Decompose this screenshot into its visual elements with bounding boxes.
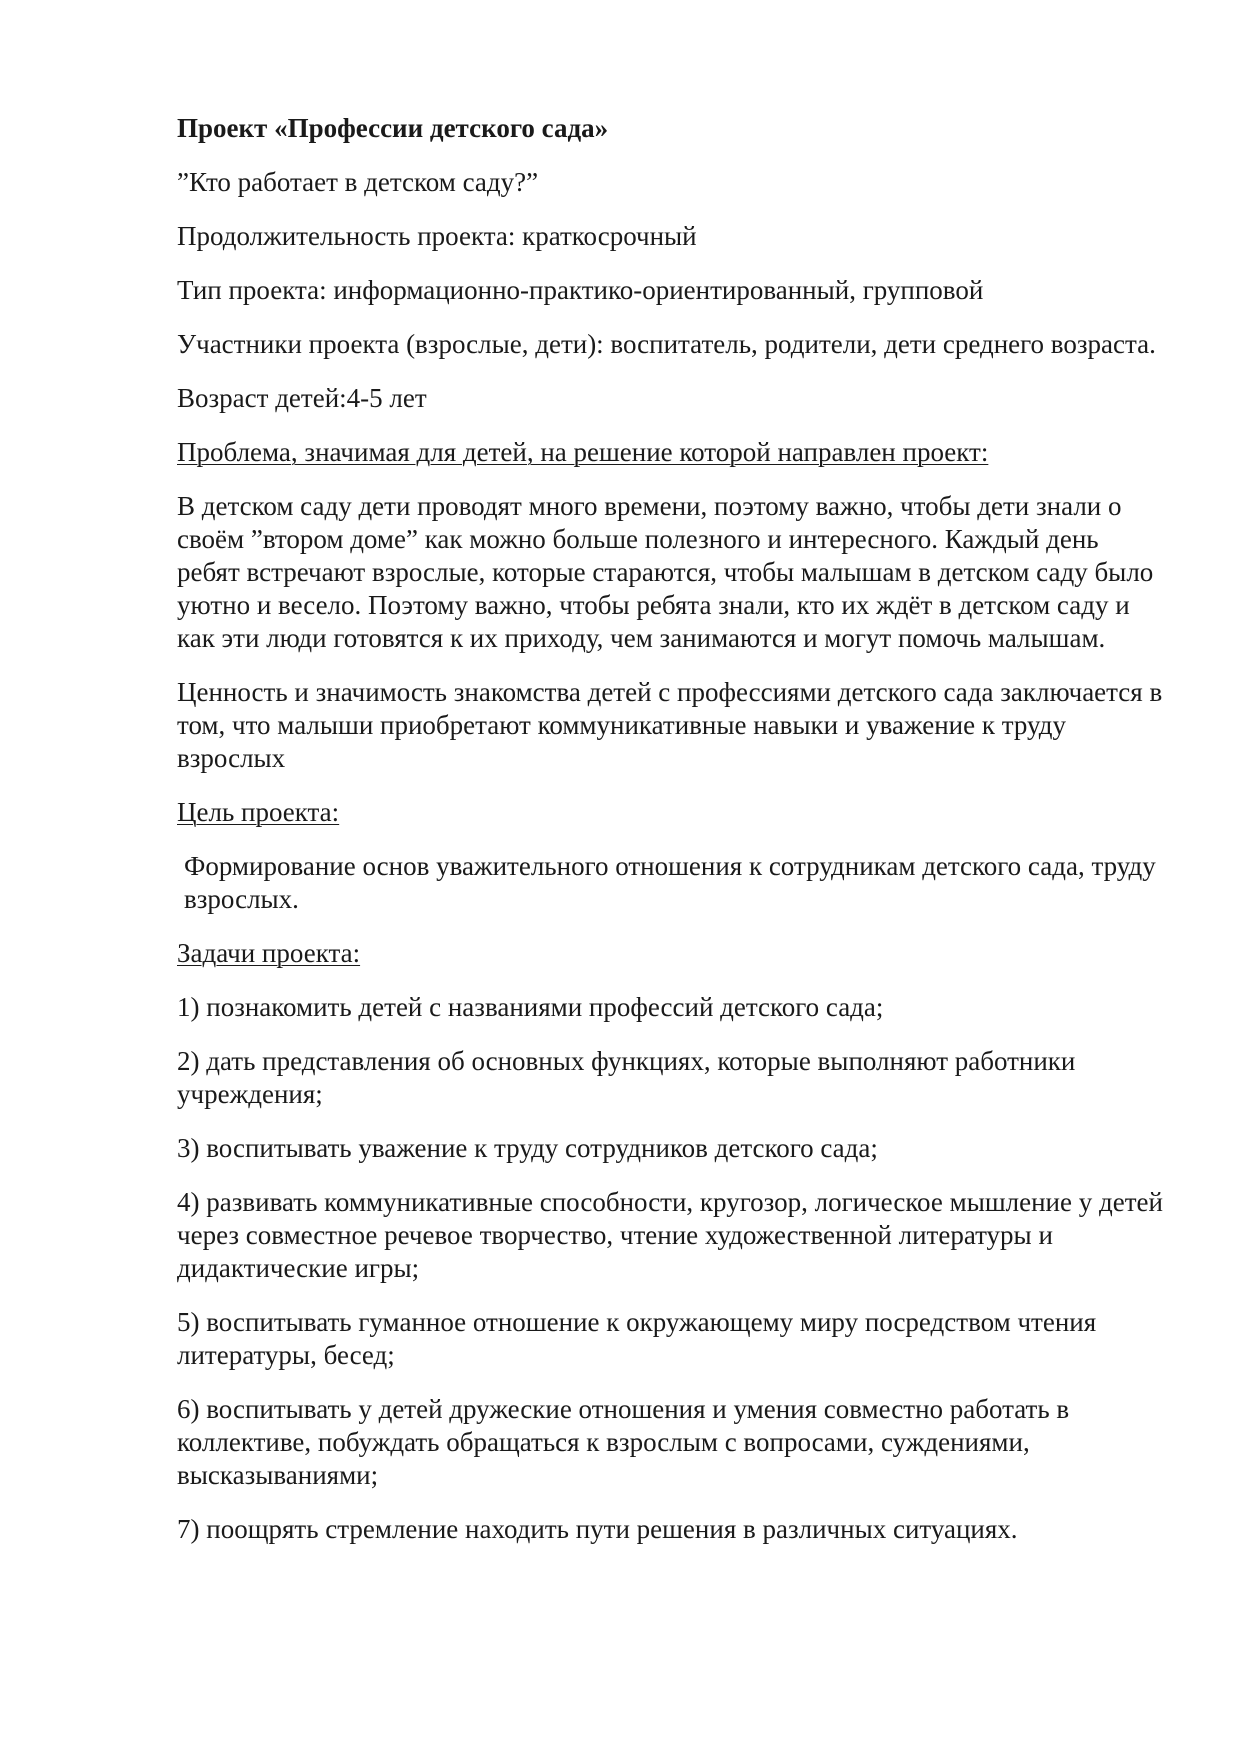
task-item-7: 7) поощрять стремление находить пути решения в различных ситуациях. xyxy=(177,1514,1018,1544)
project-duration: Продолжительность проекта: краткосрочный xyxy=(177,221,697,251)
task-item-5: 5) воспитывать гуманное отношение к окружающему миру посредством чтения литературы, бесед; xyxy=(177,1307,1097,1370)
task-item-4: 4) развивать коммуникативные способности, кругозор, логическое мышление у детей через совместное речевое творчество, чтение художественной литературы и дидактические игры; xyxy=(177,1187,1163,1283)
goal-heading: Цель проекта: xyxy=(177,797,340,827)
children-age: Возраст детей:4-5 лет xyxy=(177,383,427,413)
project-type: Тип проекта: информационно-практико-ориентированный, групповой xyxy=(177,275,984,305)
task-item-6: 6) воспитывать у детей дружеские отношения и умения совместно работать в коллективе, побуждать обращаться к взрослым с вопросами, суждениями, высказываниями; xyxy=(177,1394,1070,1490)
task-item-2: 2) дать представления об основных функциях, которые выполняют работники учреждения; xyxy=(177,1046,1076,1109)
document-title: Проект «Профессии детского сада» xyxy=(177,113,609,143)
tasks-heading: Задачи проекта: xyxy=(177,938,361,968)
problem-text: В детском саду дети проводят много времени, поэтому важно, чтобы дети знали о своём ”втором доме” как можно больше полезного и интересного. Каждый день ребят встречают взрослые, которые стараются, чтобы малышам в детском саду было уютно и весело. Поэтому важно, чтобы ребята знали, кто их ждёт в детском саду и как эти люди готовятся к их приходу, чем занимаются и могут помочь малышам. xyxy=(177,491,1154,653)
project-participants: Участники проекта (взрослые, дети): воспитатель, родители, дети среднего возраста. xyxy=(177,329,1156,359)
task-item-1: 1) познакомить детей с названиями профессий детского сада; xyxy=(177,992,884,1022)
problem-heading: Проблема, значимая для детей, на решение которой направлен проект: xyxy=(177,437,989,467)
document-body xyxy=(177,112,1167,1567)
project-subtitle: ”Кто работает в детском саду?” xyxy=(177,167,539,197)
goal-text: Формирование основ уважительного отношения к сотрудникам детского сада, труду взрослых. xyxy=(184,851,1156,914)
task-item-3: 3) воспитывать уважение к труду сотрудников детского сада; xyxy=(177,1133,878,1163)
value-text: Ценность и значимость знакомства детей с профессиями детского сада заключается в том, что малыши приобретают коммуникативные навыки и уважение к труду взрослых xyxy=(177,677,1163,773)
